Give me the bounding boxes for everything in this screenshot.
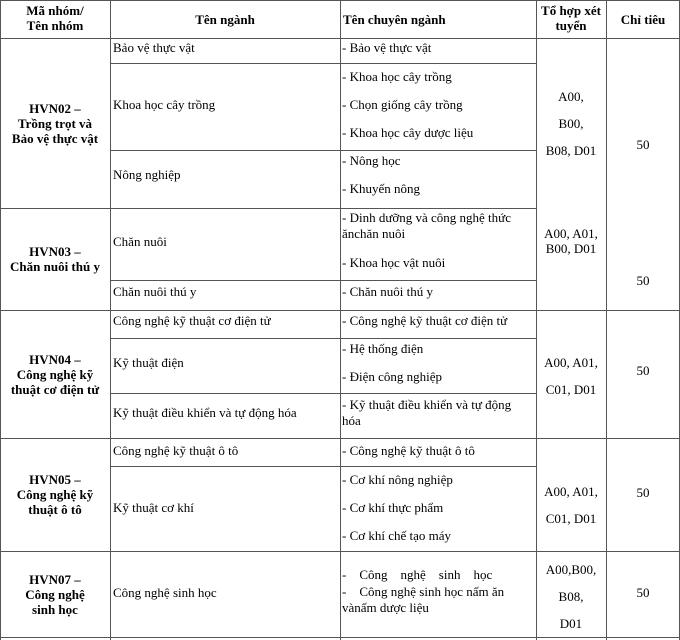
spec-list-item: - Khuyến nông [342, 181, 420, 196]
quota-hvn05: 50 [636, 485, 650, 500]
header-to-hop: Tổ hợp xét tuyển [541, 3, 601, 33]
spec-list-item: hóa [342, 413, 361, 428]
grid-line [0, 0, 680, 1]
spec-list-item: - Kỹ thuật điều khiển và tự động [342, 397, 512, 412]
grid-line [0, 38, 680, 39]
grid-line [340, 0, 341, 640]
grid-line [110, 338, 536, 339]
spec-list-item: - Khoa học cây dược liệu [342, 125, 474, 140]
header-chi-tieu: Chỉ tiêu [620, 12, 666, 27]
grid-line [606, 0, 607, 640]
combo-hvn07: A00,B00, B08, D01 [545, 562, 597, 631]
grid-line [110, 0, 111, 640]
major-ky-thuat-dieu-khien: Kỹ thuật điều khiển và tự động hóa [113, 405, 297, 420]
combo-hvn04: A00, A01, C01, D01 [544, 355, 598, 397]
major-cong-nghe-ky-thuat-o-to: Công nghệ kỹ thuật ô tô [113, 443, 239, 458]
grid-line [0, 0, 1, 640]
grid-line [536, 0, 537, 640]
spec-list-item: - Công nghệ sinh học [342, 567, 493, 582]
major-khoa-hoc-cay-trong: Khoa học cây trồng [113, 97, 216, 112]
group-hvn02: HVN02 – Trồng trọt và Bảo vệ thực vật [11, 100, 99, 146]
spec-list-item: - Công nghệ sinh học nấm ăn [342, 584, 505, 599]
spec-list-item: - Khoa học cây trồng [342, 69, 452, 84]
grid-line [0, 637, 680, 638]
combo-hvn02: A00, B00, B08, D01 [545, 89, 597, 158]
combo-hvn05: A00, A01, C01, D01 [544, 484, 598, 526]
spec-list-item: - Cơ khí nông nghiệp [342, 472, 453, 487]
combo-hvn03: A00, A01, B00, D01 [544, 226, 598, 256]
header-ma-nhom: Mã nhóm/ Tên nhóm [26, 3, 84, 33]
major-chan-nuoi: Chăn nuôi [113, 234, 167, 249]
grid-line [0, 438, 680, 439]
major-nong-nghiep: Nông nghiệp [113, 167, 181, 182]
grid-line [0, 551, 680, 552]
major-ky-thuat-dien: Kỹ thuật điện [113, 355, 184, 370]
spec-list-item: - Cơ khí thực phẩm [342, 500, 444, 515]
spec-list-item: - Khoa học vật nuôi [342, 255, 446, 270]
major-bao-ve-thuc-vat: Bảo vệ thực vật [113, 40, 195, 55]
grid-line [0, 208, 536, 209]
major-chan-nuoi-thu-y: Chăn nuôi thú y [113, 284, 197, 299]
spec-list-item: - Hệ thống điện [342, 341, 424, 356]
grid-line [110, 150, 536, 151]
grid-line [110, 63, 536, 64]
spec-list-item: - Nông học [342, 153, 401, 168]
spec-list-item: - Công nghệ kỹ thuật cơ điện tử [342, 313, 508, 328]
spec-list-item: - Cơ khí chế tạo máy [342, 528, 452, 543]
spec-list-item: - Chọn giống cây trồng [342, 97, 463, 112]
spec-list-item: - Dinh dưỡng và công nghệ thức [342, 210, 511, 225]
group-hvn04: HVN04 – Công nghệ kỹ thuật cơ điện tử [10, 351, 100, 397]
spec-list-item: - Chăn nuôi thú y [342, 284, 433, 299]
header-ten-nganh: Tên ngành [195, 12, 255, 27]
major-cong-nghe-ky-thuat-co-dien-tu: Công nghệ kỹ thuật cơ điện tử [113, 313, 271, 328]
major-ky-thuat-co-khi: Kỹ thuật cơ khí [113, 500, 194, 515]
spec-list-item: ănchăn nuôi [342, 226, 406, 241]
group-hvn05: HVN05 – Công nghệ kỹ thuật ô tô [16, 472, 94, 517]
quota-hvn07: 50 [636, 585, 650, 600]
grid-line [110, 466, 536, 467]
quota-hvn04: 50 [636, 363, 650, 378]
quota-hvn02: 50 [636, 137, 650, 152]
spec-list-item: - Bảo vệ thực vật [342, 40, 432, 55]
spec-list-item: - Điện công nghiệp [342, 369, 443, 384]
grid-line [0, 310, 680, 311]
grid-line [110, 393, 536, 394]
spec-list-item: vànấm dược liệu [342, 600, 429, 615]
quota-hvn03: 50 [636, 273, 650, 288]
header-ten-chuyen-nganh: Tên chuyên ngành [343, 12, 446, 27]
major-cong-nghe-sinh-hoc: Công nghệ sinh học [113, 585, 217, 600]
group-hvn03: HVN03 – Chăn nuôi thú y [10, 244, 100, 274]
spec-list-item: - Công nghệ kỹ thuật ô tô [342, 443, 475, 458]
grid-line [110, 280, 536, 281]
group-hvn07: HVN07 – Công nghệ sinh học [25, 571, 85, 617]
